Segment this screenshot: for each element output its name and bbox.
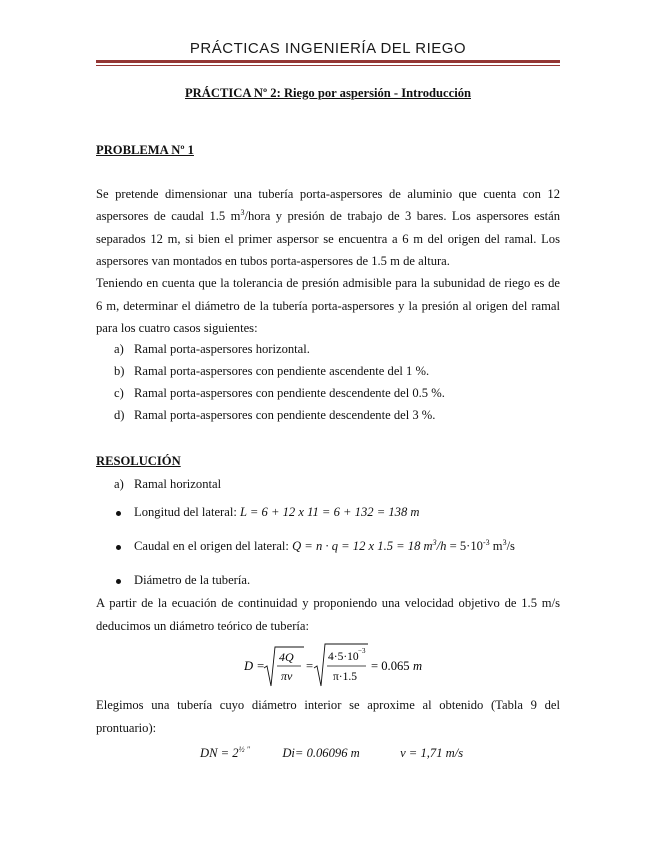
resolution-bullets (96, 505, 560, 601)
bullet-icon (116, 545, 121, 550)
case-text: Ramal porta-aspersores horizontal. (134, 342, 310, 356)
velocity-value: v = 1,71 m/s (400, 746, 464, 760)
flow-label: Caudal en el origen del lateral: (134, 539, 293, 553)
running-header: PRÁCTICAS INGENIERÍA DEL RIEGO (189, 40, 467, 57)
header-rule-thick (96, 60, 560, 63)
bullet-flow-text (134, 539, 515, 554)
cases-list (96, 342, 560, 430)
case-item (96, 364, 560, 386)
resolution-case-a (96, 477, 560, 499)
practice-title: PRÁCTICA Nº 2: Riego por aspersión - Introducción (184, 86, 471, 100)
case-text: Ramal porta-aspersores con pendiente descendente del 3 %. (134, 408, 436, 422)
formula-eq: = (306, 659, 314, 673)
case-marker: a) (114, 342, 124, 356)
choose-paragraph: Elegimos una tubería cuyo diámetro interior se aproxime al obtenido (Tabla 9 del prontuario): (96, 698, 560, 735)
formula-result-unit: m (413, 659, 423, 673)
formula-num1: 4Q (279, 650, 294, 664)
dn-sup: ½ '' (238, 745, 251, 754)
case-item (96, 477, 560, 499)
flow-expression: Q = n · q = 12 x 1.5 = 18 m (292, 539, 433, 553)
case-marker: c) (114, 386, 124, 400)
case-marker: d) (114, 408, 125, 422)
flow-expression-2: /h (436, 539, 447, 553)
diameter-label: Diámetro de la tubería. (134, 573, 251, 587)
diameter-formula (244, 642, 444, 692)
problem-line-2 (96, 209, 560, 224)
bullet-length-text (134, 505, 419, 520)
case-item (96, 386, 560, 408)
problem-line-3: separados 12 m, si bien el primer aspersor se encuentra a 6 m del origen del ramal. Los (96, 232, 560, 246)
case-marker: b) (114, 364, 125, 378)
case-item (96, 408, 560, 430)
flow-units-2: /s (506, 539, 515, 553)
case-text: Ramal horizontal (134, 477, 222, 491)
flow-exp: -3 (482, 538, 490, 547)
flow-units-sup: 3 (502, 538, 507, 547)
header-rule-thin (96, 65, 560, 66)
case-text: Ramal porta-aspersores con pendiente descendente del 0.5 %. (134, 386, 445, 400)
problem-heading: PROBLEMA Nº 1 (96, 143, 194, 157)
problem-line-2-sup: 3 (240, 208, 245, 217)
resolution-heading: RESOLUCIÓN (96, 454, 181, 468)
continuity-paragraph: A partir de la ecuación de continuidad y proponiendo una velocidad objetivo de 1.5 m/s deducimos un diámetro teórico de tubería: (96, 596, 560, 633)
length-expression: L = 6 + 12 x 11 = 6 + 132 = 138 m (239, 505, 420, 519)
length-label: Longitud del lateral: (134, 505, 240, 519)
problem-line-2a: aspersores de caudal 1.5 m (96, 209, 241, 223)
bullet-icon (116, 511, 121, 516)
flow-sup: 3 (432, 538, 437, 547)
formula-result: = 0.065 (371, 659, 410, 673)
flow-eq: = 5·10 (446, 539, 483, 553)
di-value: Di= 0.06096 m (282, 746, 360, 760)
formula-den2: π·1.5 (333, 671, 358, 683)
problem-paragraph-2: Teniendo en cuenta que la tolerancia de presión admisible para la subunidad de riego es de 6 m, determinar el diámetro de la tubería porta-aspersores y la presión al origen del ramal para los cuatro casos siguientes: (96, 276, 560, 335)
selected-pipe-line (200, 746, 463, 761)
case-item (96, 342, 560, 364)
problem-line-4: aspersores van montados en tubos porta-aspersores de 1.5 m de altura. (96, 254, 450, 268)
dn-value: DN = 2 (200, 746, 239, 760)
formula-lhs: D = (244, 659, 265, 673)
case-marker: a) (114, 477, 124, 491)
case-text: Ramal porta-aspersores con pendiente ascendente del 1 %. (134, 364, 430, 378)
formula-den1: πv (281, 669, 293, 683)
bullet-icon (116, 579, 121, 584)
bullet-length (96, 505, 560, 533)
problem-line-1: Se pretende dimensionar una tubería porta-aspersores de aluminio que cuenta con 12 (96, 187, 560, 201)
problem-line-2b: /hora y presión de trabajo de 3 bares. Los aspersores están (244, 209, 560, 223)
bullet-flow (96, 539, 560, 567)
flow-units: m (489, 539, 503, 553)
formula-num2: 4·5·10 (328, 651, 359, 663)
formula-num2-sup: −3 (358, 647, 366, 655)
